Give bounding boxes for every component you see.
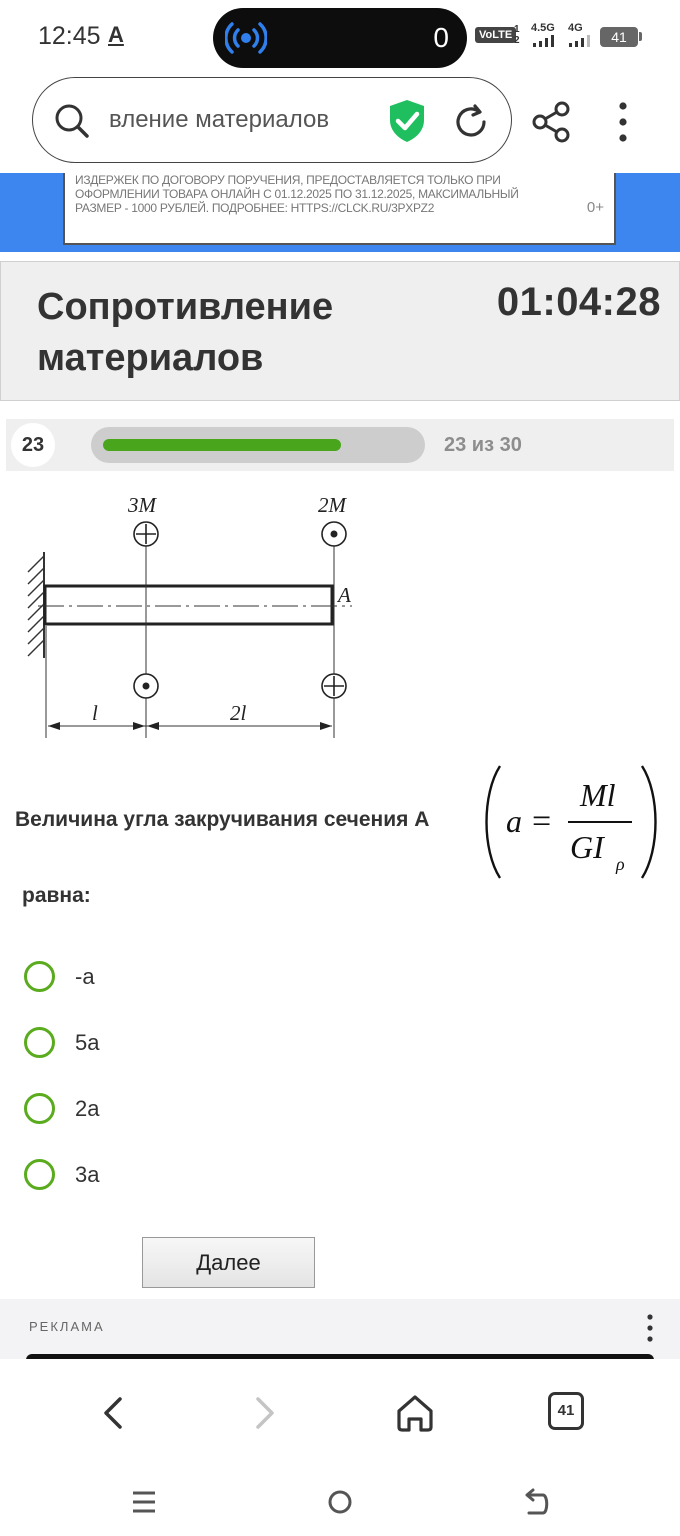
shaft-diagram <box>14 488 370 746</box>
signal-icon <box>569 35 591 47</box>
volte-badge: VoLTE <box>475 27 516 43</box>
accessibility-indicator: A <box>108 22 124 47</box>
recent-apps-icon[interactable] <box>127 1485 161 1519</box>
ad-banner[interactable] <box>0 173 680 252</box>
back-icon[interactable] <box>92 1391 136 1435</box>
forward-icon[interactable] <box>242 1391 286 1435</box>
formula <box>476 760 666 884</box>
length-label-left: l <box>92 701 98 725</box>
progress-row <box>6 419 674 471</box>
answer-option[interactable] <box>22 1023 422 1063</box>
formula-subscript: ρ <box>616 854 625 874</box>
more-menu-icon[interactable] <box>610 100 636 144</box>
tabs-count-button[interactable]: 41 <box>548 1392 584 1430</box>
battery-icon: 41 <box>600 27 638 47</box>
broadcast-icon <box>225 18 267 58</box>
formula-eq: = <box>532 803 552 840</box>
radio-button[interactable] <box>24 1093 55 1124</box>
wall-hatching <box>28 552 44 658</box>
sim-number: 2 <box>514 35 520 46</box>
question-text: Величина угла закручивания сечения А <box>15 808 430 831</box>
radio-button[interactable] <box>24 961 55 992</box>
sim-number: 1 <box>514 24 520 35</box>
search-icon <box>53 102 91 140</box>
island-count: 0 <box>433 22 449 53</box>
option-label[interactable]: 2a <box>75 1096 100 1121</box>
option-label[interactable]: 3a <box>75 1162 100 1187</box>
ad-footer <box>0 1299 680 1359</box>
address-bar[interactable] <box>32 77 512 163</box>
progress-bar <box>91 427 425 463</box>
network-label: 4.5G <box>531 22 555 34</box>
network-label: 4G <box>568 22 583 34</box>
formula-lhs: a <box>506 803 522 839</box>
radio-button[interactable] <box>24 1027 55 1058</box>
page-title: Сопротивление материалов <box>37 286 334 379</box>
status-time: 12:45 <box>38 22 101 50</box>
answer-option[interactable] <box>22 957 422 997</box>
home-circle-icon[interactable] <box>323 1485 357 1519</box>
dynamic-island[interactable] <box>213 8 467 68</box>
progress-text: 23 из 30 <box>444 434 522 456</box>
moment-label-right: 2M <box>318 493 346 517</box>
home-icon[interactable] <box>393 1391 437 1435</box>
dimension-line <box>48 722 332 730</box>
formula-denominator: GI <box>570 829 604 865</box>
ad-label: РЕКЛАМА <box>29 1319 105 1334</box>
age-rating: 0+ <box>586 199 604 216</box>
question-number-badge: 23 <box>11 423 55 467</box>
moment-2m-top-icon <box>322 522 346 546</box>
option-label[interactable]: -a <box>75 964 95 989</box>
question-tail: равна: <box>22 884 91 907</box>
share-icon[interactable] <box>530 100 574 144</box>
status-bar <box>0 0 680 74</box>
answer-option[interactable] <box>22 1089 422 1129</box>
radio-button[interactable] <box>24 1159 55 1190</box>
ad-menu-icon[interactable] <box>644 1313 656 1343</box>
length-label-right: 2l <box>230 701 247 725</box>
battery-tip <box>639 32 642 41</box>
signal-icon <box>533 35 559 47</box>
reload-icon[interactable] <box>451 102 491 142</box>
moment-2m-bottom-icon <box>322 674 346 698</box>
option-label[interactable]: 5a <box>75 1030 100 1055</box>
url-text[interactable]: вление материалов <box>109 106 330 133</box>
system-nav <box>0 1467 680 1536</box>
moment-label-left: 3M <box>128 493 156 517</box>
shield-check-icon[interactable] <box>387 98 427 144</box>
section-label: A <box>338 583 351 607</box>
quiz-timer: 01:04:28 <box>496 280 661 324</box>
moment-3m-bottom-icon <box>134 674 158 698</box>
answer-option[interactable] <box>22 1155 422 1195</box>
ad-card[interactable] <box>63 173 616 245</box>
shaft-body <box>45 586 332 624</box>
sim-numbers <box>514 24 520 46</box>
next-button[interactable]: Далее <box>142 1237 315 1288</box>
progress-fill <box>103 439 341 451</box>
return-icon[interactable] <box>519 1485 553 1519</box>
moment-3m-top-icon <box>134 522 158 546</box>
quiz-header <box>0 261 680 401</box>
formula-numerator: Ml <box>580 777 616 813</box>
ad-text: ИЗДЕРЖЕК ПО ДОГОВОРУ ПОРУЧЕНИЯ, ПРЕДОСТАВЛЯЕТСЯ ТОЛЬКО ПРИ ОФОРМЛЕНИИ ТОВАРА ОНЛАЙН С 01.12.2025 ПО 31.12.2025, МАКСИМАЛЬНЫЙ РАЗМЕР - 1000 РУБЛЕЙ. ПОДРОБНЕЕ: HTTPS://CLCK.RU/3PXPZ2 <box>75 173 519 215</box>
